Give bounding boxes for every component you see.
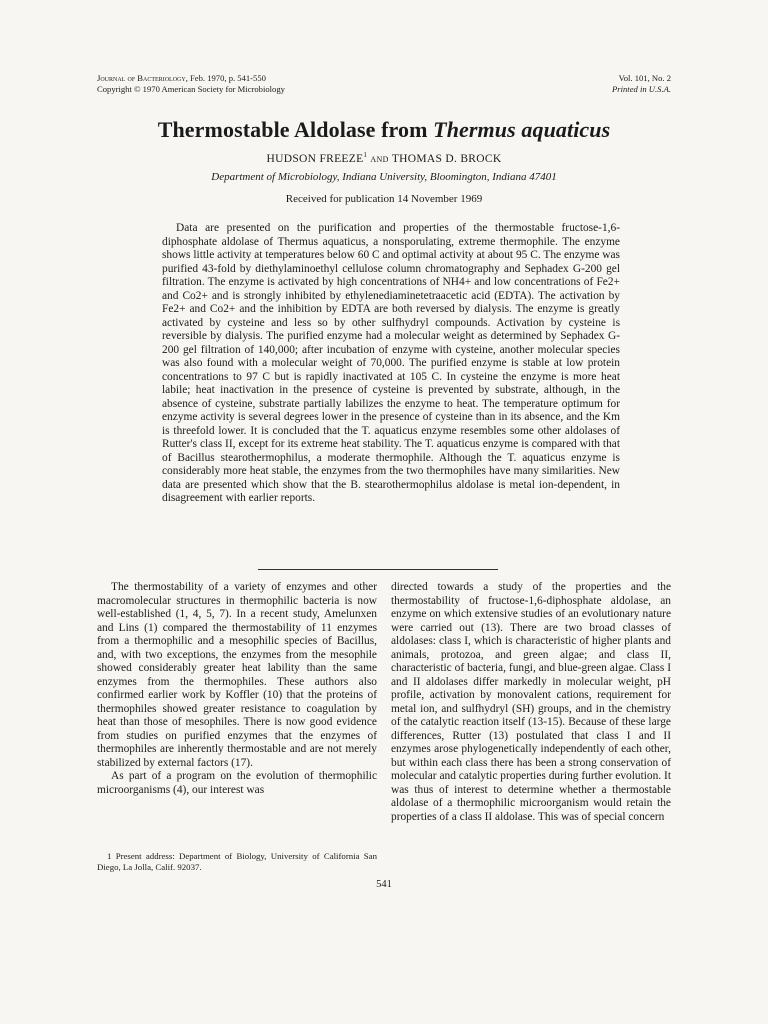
journal-citation: Journal of Bacteriology, Feb. 1970, p. 541-550 bbox=[97, 73, 266, 83]
footnote-mark: 1 bbox=[363, 151, 368, 160]
section-divider bbox=[258, 569, 498, 570]
abstract-text: Data are presented on the purification and properties of the thermostable fructose-1,6-diphosphate aldolase of Thermus aquaticus, a nonsporulating, extreme thermophile. The enzyme shows little activity at temperatures below 60 C and optimal activity at about 95 C. The enzyme was purified 43-fold by diethylaminoethyl cellulose column chromatography and Sephadex G-200 gel filtration. The enzyme is activated by high concentrations of NH4+ and low concentrations of Fe2+ and Co2+ and is strongly inhibited by ethylenediaminetetraacetic acid (EDTA). The activation by Fe2+ and Co2+ and the inhibition by EDTA are both reversed by dialysis. The enzyme is greatly activated by cysteine and less so by other sulfhydryl compounds. Activation by cysteine is reversible by dialysis. The purified enzyme had a molecular weight as determined by Sephadex G-200 gel filtration of 140,000; after incubation of enzyme with cysteine, another molecular species was also found with a molecular weight of 70,000. The purified enzyme is stable at low protein concentrations to 97 C but is rapidly inactivated at 105 C. In cysteine the enzyme is more heat labile; heat inactivation in the presence of cysteine is prevented by substrate, although, in the absence of cysteine, substrate partially labilizes the enzyme to heat. The temperature optimum for enzyme activity is several degrees lower in the presence of cysteine than in its absence, and the Km is threefold lower. It is concluded that the T. aquaticus enzyme resembles some other aldolases of Rutter's class II, except for its extreme heat stability. The T. aquaticus enzyme is compared with that of Bacillus stearothermophilus, a moderate thermophile. Although the T. aquaticus enzyme is considerably more heat stable, the enzymes from the two thermophiles have many similarities. New data are presented which show that the B. stearothermophilus aldolase is metal ion-dependent, in disagreement with earlier reports. bbox=[162, 222, 620, 504]
page-number: 541 bbox=[376, 879, 392, 890]
copyright-line: Copyright © 1970 American Society for Microbiology bbox=[97, 83, 285, 94]
article-title: Thermostable Aldolase from Thermus aquaticus bbox=[157, 117, 611, 142]
volume-line: Vol. 101, No. 2 bbox=[618, 73, 671, 83]
footnote-text: 1 Present address: Department of Biology, University of California San Diego, La Jolla, Calif. 92037. bbox=[97, 851, 377, 872]
running-header-right bbox=[612, 73, 671, 94]
printed-line: Printed in U.S.A. bbox=[612, 83, 671, 94]
running-header-left bbox=[97, 73, 285, 94]
body-paragraph: As part of a program on the evolution of thermophilic microorganisms (4), our interest was bbox=[97, 770, 377, 796]
affiliation: Department of Microbiology, Indiana University, Bloomington, Indiana 47401 bbox=[211, 171, 557, 183]
footnote bbox=[97, 851, 377, 873]
body-right-column bbox=[391, 581, 671, 824]
received-date: Received for publication 14 November 1969 bbox=[285, 193, 483, 205]
body-left-column bbox=[97, 581, 377, 797]
body-paragraph: directed towards a study of the properties and the thermostability of fructose-1,6-diphosphate aldolase, an enzyme on which extensive studies of an evolutionary nature were carried out (13). There are two broad classes of aldolases: class I, which is characteristic of higher plants and animals, protozoa, and green algae; and class II, characteristic of bacteria, fungi, and blue-green algae. Class I and II aldolases differ markedly in molecular weight, pH profile, activation by monovalent cations, requirement for metal ion, and sulfhydryl (SH) groups, and in the chemistry of the catalytic reaction itself (13-15). Because of these large differences, Rutter (13) postulated that class I and II enzymes arose phylogenetically independently of each other, but within each class there has been a strong conservation of molecular and catalytic properties during further evolution. It was thus of interest to determine whether a thermostable aldolase of a thermophilic microorganism would retain the properties of a class II aldolase. This was of special concern bbox=[391, 581, 671, 823]
abstract bbox=[162, 222, 620, 506]
body-paragraph: The thermostability of a variety of enzymes and other macromolecular structures in thermophilic bacteria is now well-established (1, 4, 5, 7). In a recent study, Amelunxen and Lins (1) compared the thermostability of 11 enzymes from a thermophilic and a mesophilic species of Bacillus, and, with two exceptions, the enzymes from the mesophile showed considerably greater heat lability than the same enzymes from the thermophiles. These authors also confirmed earlier work by Koffler (10) that the proteins of thermophiles showed greater resistance to coagulation by heat than those of mesophiles. There is now good evidence from studies on purified enzymes that the enzymes of thermophiles are inherently thermostable and are not merely stabilized by external factors (17). bbox=[97, 581, 377, 769]
author-1: HUDSON FREEZE bbox=[266, 153, 364, 165]
author-line: HUDSON FREEZE$^1$ and THOMAS D. BROCK bbox=[266, 151, 502, 165]
author-2: THOMAS D. BROCK bbox=[391, 153, 502, 165]
